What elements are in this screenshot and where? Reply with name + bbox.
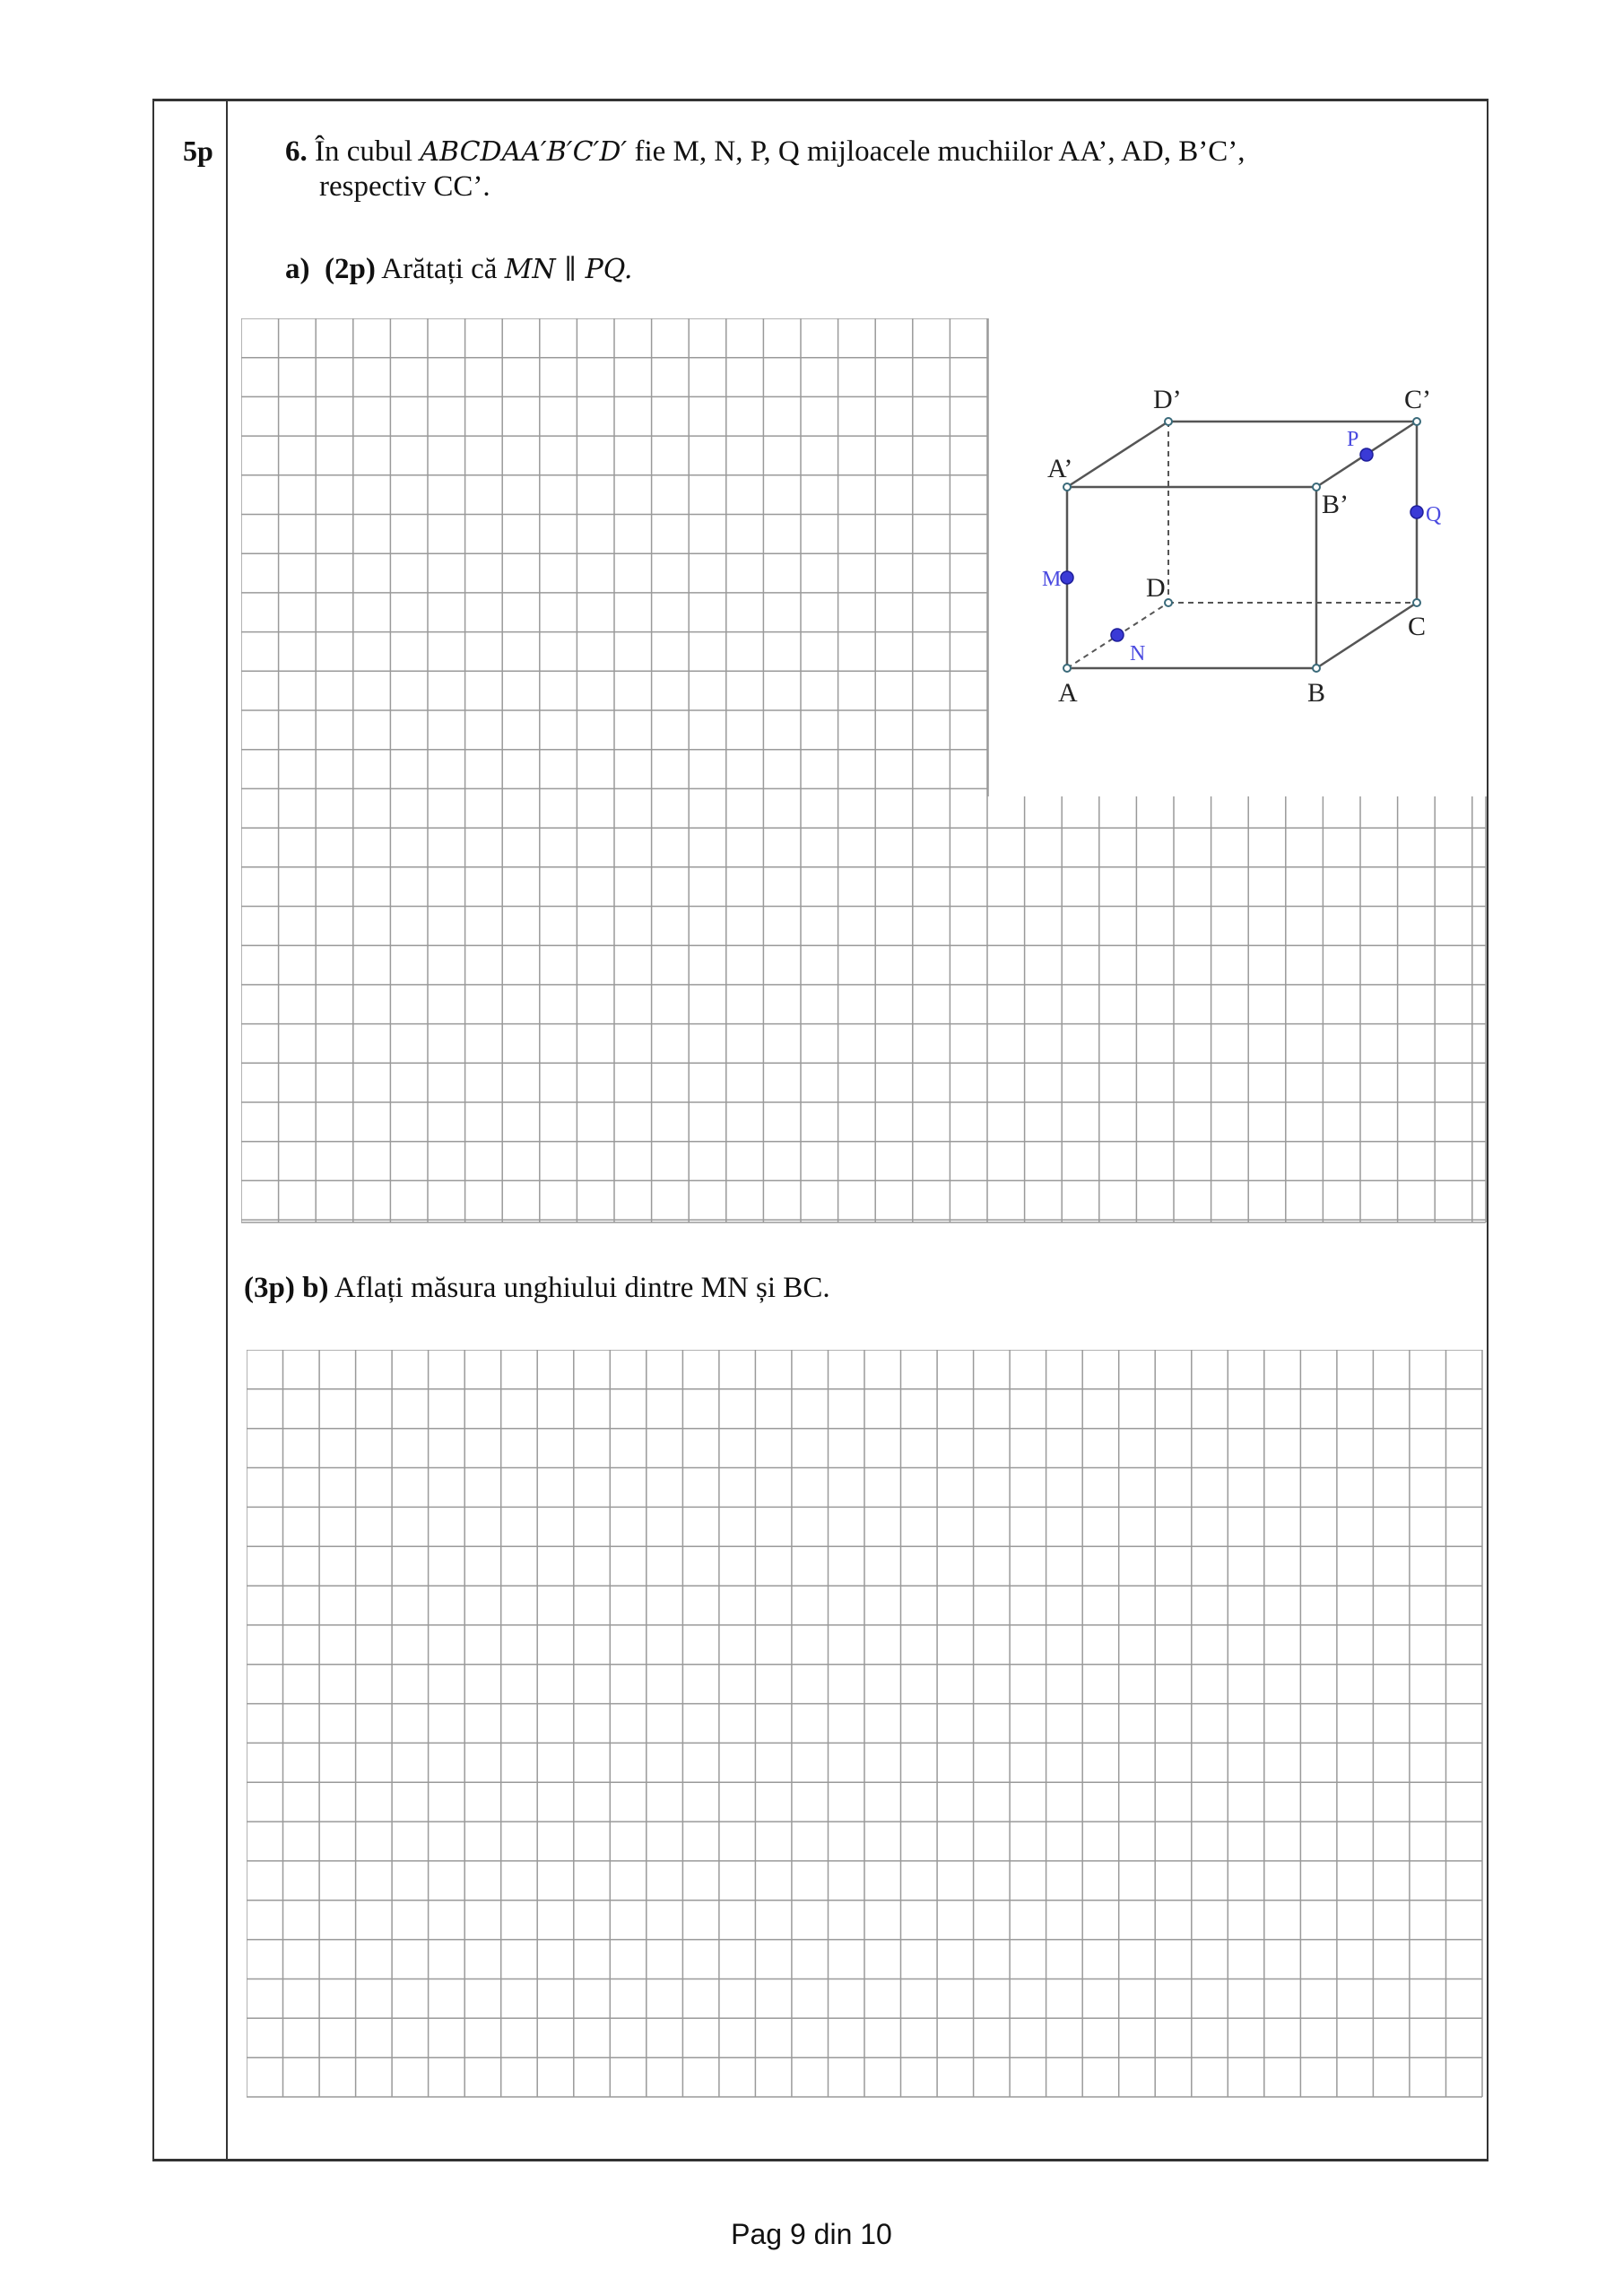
label-C: C: [1408, 612, 1427, 641]
label-N: N: [1130, 642, 1146, 665]
page-footer: Pag 9 din 10: [731, 2218, 892, 2250]
part-a-text: Arătați că: [381, 253, 498, 285]
question-statement: [285, 133, 1245, 171]
label-D1: D’: [1153, 385, 1182, 414]
cube-name: ABCDAA′B′C′D′: [420, 136, 628, 168]
label-D: D: [1146, 573, 1166, 603]
vertex-A: [1063, 665, 1071, 672]
vertex-A1: [1063, 483, 1071, 491]
part-a-points: (2p): [325, 253, 376, 285]
vertex-C: [1413, 599, 1420, 606]
answer-grid-b[interactable]: [247, 1350, 1484, 2099]
label-B1: B’: [1322, 490, 1349, 519]
vertex-C1: [1413, 418, 1420, 425]
part-a-prompt: [285, 253, 632, 286]
part-b-label: b): [302, 1272, 329, 1304]
point-M: [1061, 571, 1073, 584]
part-b-text: Aflați măsura unghiului dintre MN și BC.: [334, 1272, 830, 1304]
part-a-label: a): [285, 253, 310, 285]
edge-A1D1: [1067, 422, 1168, 487]
point-N: [1111, 629, 1124, 641]
label-C1: C’: [1404, 385, 1431, 414]
score-column-divider: [226, 99, 228, 2161]
vertex-D1: [1165, 418, 1172, 425]
question-intro: În cubul: [315, 135, 413, 168]
question-line-2: respectiv CC’.: [319, 170, 490, 203]
vertex-B: [1313, 665, 1320, 672]
cube-figure: [1013, 368, 1462, 726]
label-M: M: [1042, 568, 1062, 591]
score-label: 5p: [183, 135, 213, 167]
question-number: 6.: [285, 135, 308, 168]
part-b-prompt: [244, 1272, 830, 1305]
vertex-B1: [1313, 483, 1320, 491]
label-A1: A’: [1047, 454, 1073, 483]
question-rest: fie M, N, P, Q mijloacele muchiilor AA’, AD, B’C’,: [634, 135, 1245, 168]
point-Q: [1410, 506, 1423, 518]
label-P: P: [1347, 428, 1359, 451]
part-a-expression: MN ∥ PQ.: [504, 254, 633, 285]
part-b-points: (3p): [244, 1272, 295, 1304]
point-P: [1360, 448, 1373, 461]
label-Q: Q: [1426, 503, 1442, 526]
vertex-D: [1165, 599, 1172, 606]
label-B: B: [1307, 678, 1326, 708]
edge-BC: [1316, 603, 1417, 668]
label-A: A: [1058, 678, 1078, 708]
